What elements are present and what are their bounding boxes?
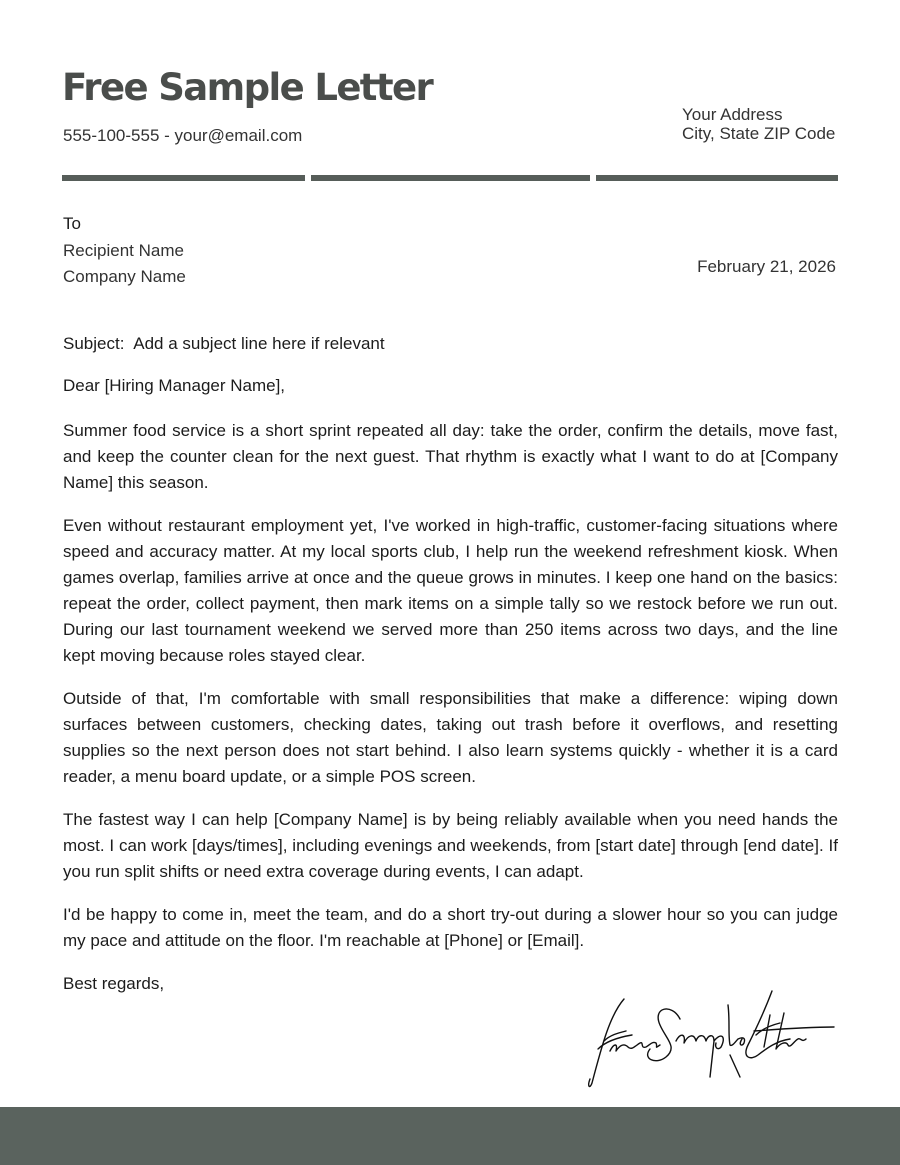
to-label: To <box>63 214 81 233</box>
sender-contact: 555-100-555 - your@email.com <box>63 126 303 145</box>
sender-address <box>682 105 835 143</box>
address-line-2: City, State ZIP Code <box>682 124 836 143</box>
footer-band <box>0 1107 900 1165</box>
subject-text: Add a subject line here if relevant <box>133 334 385 353</box>
header-divider-right <box>596 175 838 181</box>
header-divider-left <box>62 175 305 181</box>
recipient-name: Recipient Name <box>63 240 184 260</box>
subject-label: Subject: <box>63 334 125 353</box>
letter-body <box>63 418 838 971</box>
recipient-company: Company Name <box>63 267 186 286</box>
subject-line <box>63 334 385 354</box>
letter-date: February 21, 2026 <box>697 257 836 276</box>
recipient-block <box>63 211 186 291</box>
address-line-1: Your Address <box>682 105 783 124</box>
header-divider-middle <box>311 175 590 181</box>
salutation: Dear [Hiring Manager Name], <box>63 376 286 395</box>
closing: Best regards, <box>63 974 165 993</box>
letter-title: Free Sample Letter <box>62 66 433 109</box>
body-paragraph: Outside of that, I'm comfortable with small responsibilities that make a difference: wiping down surfaces between customers, checking dates, taking out trash before it overflows, and resetting supplies so the next person does not start behind. I also learn systems quickly - whether it is a card reader, a menu board update, or a simple POS screen. <box>63 689 838 786</box>
body-paragraph: Summer food service is a short sprint repeated all day: take the order, confirm the details, move fast, and keep the counter clean for the next guest. That rhythm is exactly what I want to do at [Company Name] this season. <box>63 421 838 492</box>
body-paragraph: Even without restaurant employment yet, I've worked in high-traffic, customer-facing situations where speed and accuracy matter. At my local sports club, I help run the weekend refreshment kiosk. When games overlap, families arrive at once and the queue grows in minutes. I keep one hand on the basics: repeat the order, collect payment, then mark items on a simple tally so we restock before we run out. During our last tournament weekend we served more than 250 items across two days, and the line kept moving because roles stayed clear. <box>63 516 838 665</box>
body-paragraph: I'd be happy to come in, meet the team, and do a short try-out during a slower hour so you can judge my pace and attitude on the floor. I'm reachable at [Phone] or [Email]. <box>63 905 838 950</box>
handwritten-signature <box>580 985 840 1090</box>
body-paragraph: The fastest way I can help [Company Name] is by being reliably available when you need hands the most. I can work [days/times], including evenings and weekends, from [start date] through [end date]. If you run split shifts or need extra coverage during events, I can adapt. <box>63 810 838 881</box>
